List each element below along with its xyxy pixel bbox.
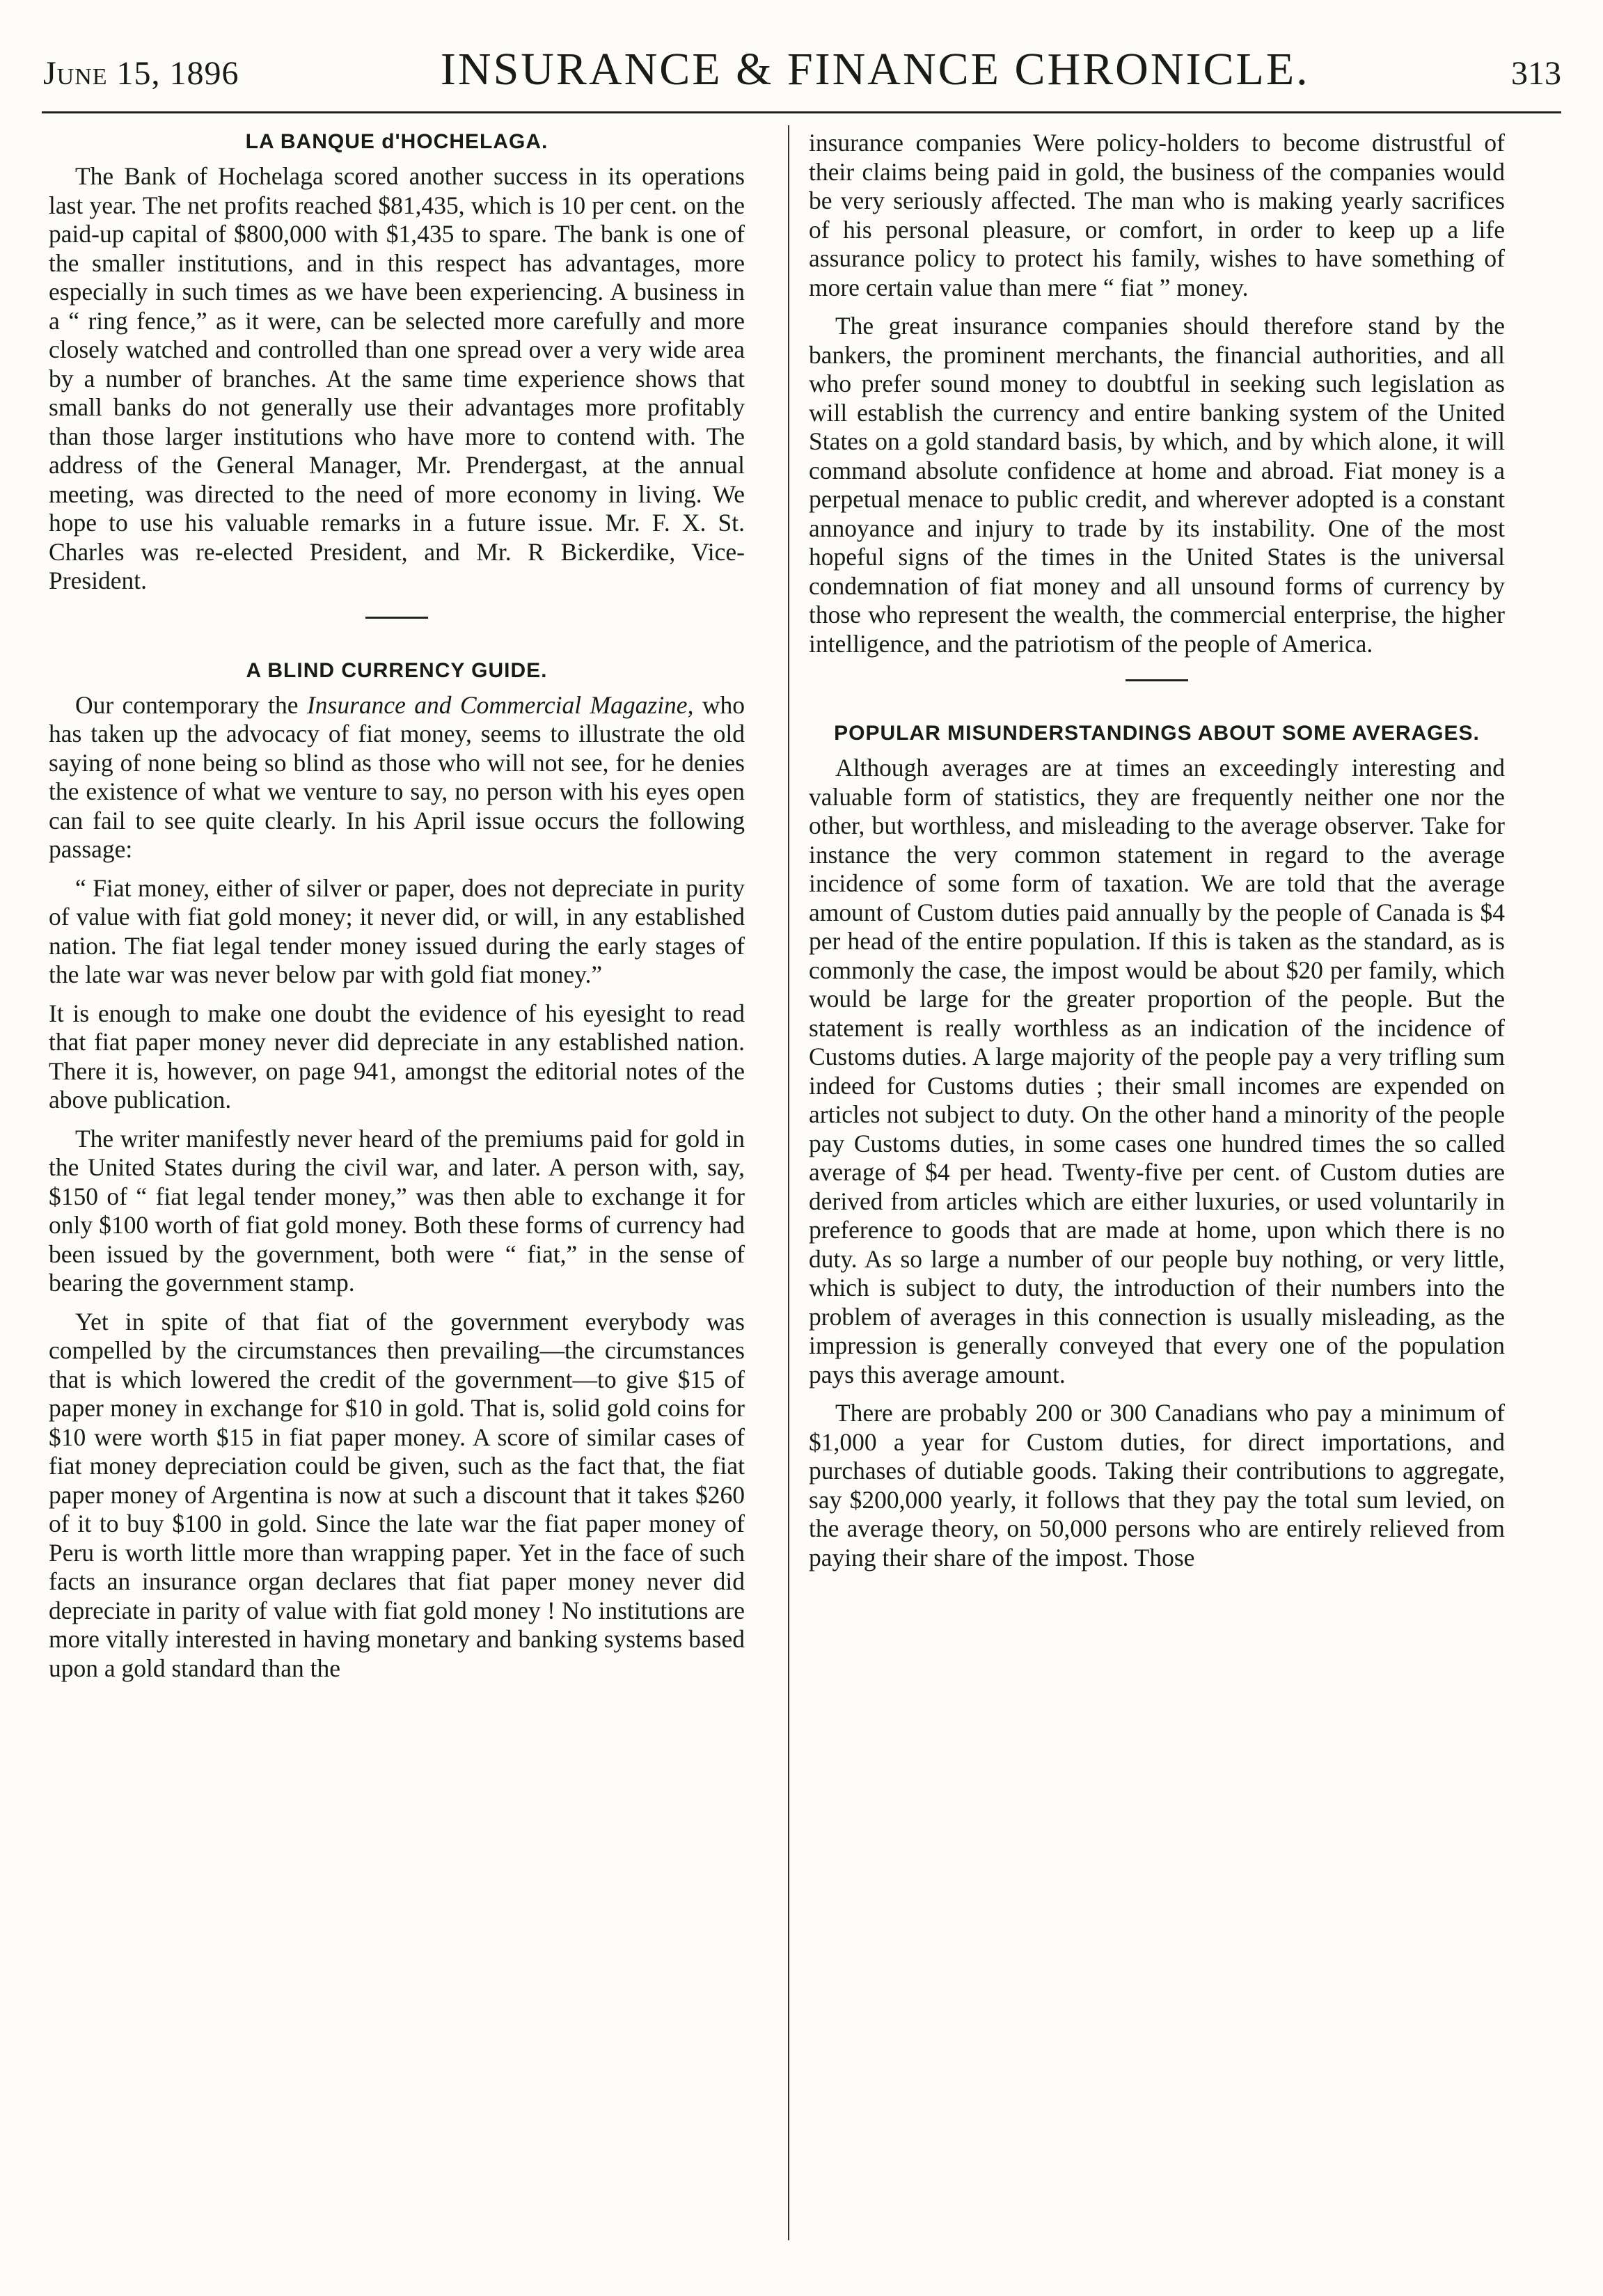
text-run: who has taken up the advocacy of fiat money, seems to illustrate the old saying of none being so blind as those who will not see, for he denies the existence of what we venture to say, no person with his eyes open can fail to see quite clearly. In his April issue occurs the following passage: [49,690,745,863]
article-heading: POPULAR MISUNDERSTANDINGS ABOUT SOME AVERAGES. [834,722,1480,745]
left-column [49,129,745,1693]
right-column [809,129,1505,1582]
article-paragraph: insurance companies Were policy-holders to become distrustful of their claims being paid in gold, the business of the companies would be very seriously affected. The man who is making yearly sacrifices of his personal pleasure, or comfort, in order to keep up a life assurance policy to protect his family, wishes to have something of more certain value than mere “ fiat ” money. [809,129,1505,301]
publication-title: INSURANCE & FINANCE CHRONICLE. [440,44,1310,95]
article-hochelaga [49,129,745,596]
article-paragraph: The Bank of Hochelaga scored another success in its operations last year. The net profits reached $81,435, which is 10 per cent. on the paid-up capital of $800,000 with $1,435 to spare. The bank is one of the smaller institutions, and in this respect has advantages, more especially in such times as we have been experiencing. A business in a “ ring fence,” as it were, can be selected more carefully and more closely watched and controlled than one spread over a very wide area by a number of branches. At the same time experience shows that small banks do not generally use their advantages more profitably than those larger institutions who have more to contend with. The address of the General Manager, Mr. Prendergast, at the annual meeting, was directed to the need of more economy in living. We hope to use his valuable remarks in a future issue. Mr. F. X. St. Charles was re-elected President, and Mr. R Bickerdike, Vice-President. [49,162,745,594]
article-paragraph: It is enough to make one doubt the evidence of his eyesight to read that fiat paper money never did depreciate in any established nation. There it is, however, on page 941, amongst the editorial notes of the above publication. [49,999,745,1114]
article-blind-currency [49,658,745,1684]
magazine-name: Insurance and Commercial Magazine, [306,690,694,719]
section-divider [365,617,428,619]
article-paragraph: Yet in spite of that fiat of the government everybody was compelled by the circumstances then prevailing—the circumstances that is which lowered the credit of the government—to give $15 of paper money in exchange for $10 in gold. That is, solid gold coins for $10 were worth $15 in fiat paper money. A score of similar cases of fiat money depreciation could be given, such as the fact that, the fiat paper money of Argentina is now at such a discount that it takes $260 of it to buy $100 in gold. Since the late war the fiat paper money of Peru is worth little more than wrapping paper. Yet in the face of such facts an insurance organ declares that fiat paper money never did depreciate in parity of value with fiat gold money ! No institutions are more vitally interested in having monetary and banking systems based upon a gold standard than the [49,1307,745,1682]
article-paragraph: There are probably 200 or 300 Canadians who pay a minimum of $1,000 a year for Custom duties, for direct importations, and purchases of dutiable goods. Taking their contributions to aggregate, say $200,000 yearly, it follows that they pay the total sum levied, on the average theory, on 50,000 persons who are entirely relieved from paying their share of the impost. Those [809,1399,1505,1571]
issue-date: June 15, 1896 [43,55,239,92]
section-divider [1126,679,1188,681]
article-heading: LA BANQUE d'HOCHELAGA. [245,130,548,153]
header-rule [42,111,1561,113]
article-paragraph: Although averages are at times an exceedingly interesting and valuable form of statistics, they are frequently neither one nor the other, but worthless, and misleading to the average observer. Take for instance the very common statement in regard to the average incidence of some form of taxation. We are told that the average amount of Custom duties paid annually by the people of Canada is $4 per head of the entire population. If this is taken as the standard, as is commonly the case, the impost would be about $20 per family, which would be large for the greater proportion of the people. But the statement is really worthless as an indication of the incidence of Customs duties. A large majority of the people pay a very trifling sum indeed for Customs duties ; their small incomes are expended on articles not subject to duty. On the other hand a minority of the people pay Customs duties, in some cases one hundred times the so called average of $4 per head. Twenty-five per cent. of Custom duties are derived from articles which are either luxuries, or used voluntarily in preference to goods that are made at home, upon which there is no duty. As so large a number of our people buy nothing, or very little, which is subject to duty, the introduction of their numbers into the problem of averages in this connection is usually misleading, as the impression is generally conveyed that every one of the population pays this average amount. [809,754,1505,1388]
page-header [43,43,1561,113]
page-number: 313 [1511,55,1561,92]
article-paragraph [49,691,745,864]
article-averages [809,720,1505,1572]
column-divider [788,125,789,2240]
quoted-passage: “ Fiat money, either of silver or paper, does not depreciate in purity of value with fiat gold money; it never did, or will, in any established nation. The fiat legal tender money issued during the early stages of the late war was never below par with gold fiat money.” [49,873,745,988]
text-run: Our contemporary the [75,690,307,719]
article-paragraph: The great insurance companies should therefore stand by the bankers, the prominent merchants, the financial authorities, and all who prefer sound money to doubtful in seeking such legislation as will establish the currency and entire banking system of the United States on a gold standard basis, by which, and by which alone, it will command absolute confidence at home and abroad. Fiat money is a perpetual menace to public credit, and wherever adopted is a constant annoyance and injury to trade by its instability. One of the most hopeful signs of the times in the United States is the universal condemnation of fiat money and all unsound forms of currency by those who represent the wealth, the commercial enterprise, the higher intelligence, and the patriotism of the people of America. [809,312,1505,658]
article-paragraph: The writer manifestly never heard of the premiums paid for gold in the United States during the civil war, and later. A person with, say, $150 of “ fiat legal tender money,” was then able to exchange it for only $100 worth of fiat gold money. Both these forms of currency had been issued by the government, both were “ fiat,” in the sense of bearing the government stamp. [49,1124,745,1297]
article-heading: A BLIND CURRENCY GUIDE. [246,658,548,682]
